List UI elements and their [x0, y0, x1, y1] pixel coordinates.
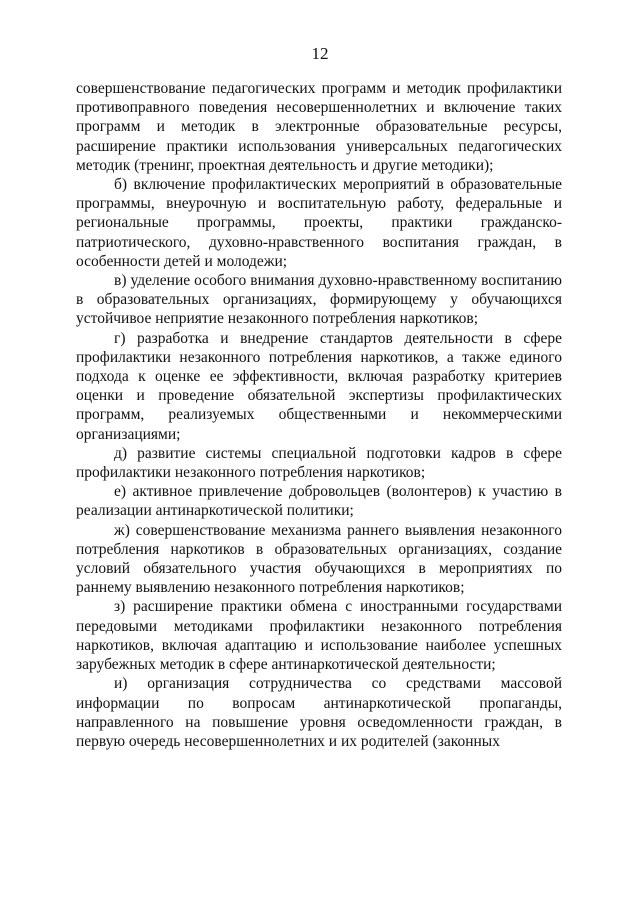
paragraph-item-zh: ж) совершенствование механизма раннего выявления незаконного потребления наркотиков в образовательных организациях, создание условий обязательного участия обучающихся в мероприятиях по раннему выявлению незаконного потребления наркотиков;: [76, 521, 562, 597]
paragraph-item-i: и) организация сотрудничества со средствами массовой информации по вопросам антинаркотической пропаганды, направленного на повышение уровня осведомленности граждан, в первую очередь несовершеннолетних и их родителей (законных: [76, 675, 562, 750]
page-number: 12: [311, 44, 329, 63]
paragraph-item-e: е) активное привлечение добровольцев (волонтеров) к участию в реализации антинаркотической политики;: [76, 483, 562, 520]
paragraph-item-g: г) разработка и внедрение стандартов деятельности в сфере профилактики незаконного потребления наркотиков, а также единого подхода к оценке ее эффективности, включая разработку критериев оценки и проведение обязательной экспертизы профилактических программ, реализуемых общественными и некоммерческими организациями;: [76, 329, 562, 443]
paragraph-item-b: б) включение профилактических мероприятий в образовательные программы, внеурочную и воспитательную работу, федеральные и региональные программы, проекты, практики гражданско-патриотического, духовно-нравственного воспитания граждан, в особенности детей и молодежи;: [76, 176, 562, 270]
paragraph-item-v: в) уделение особого внимания духовно-нравственному воспитанию в образовательных организациях, формирующему у обучающихся устойчивое неприятие незаконного потребления наркотиков;: [76, 272, 562, 328]
paragraph-continuation: совершенствование педагогических программ и методик профилактики противоправного поведения несовершеннолетних и включение таких программ и методик в электронные образовательные ресурсы, расширение практики использования универсальных педагогических методик (тренинг, проектная деятельность и другие методики);: [76, 80, 562, 174]
paragraph-item-d: д) развитие системы специальной подготовки кадров в сфере профилактики незаконного потребления наркотиков;: [76, 444, 562, 482]
paragraph-item-z: з) расширение практики обмена с иностранными государствами передовыми методиками профилактики незаконного потребления наркотиков, включая адаптацию и использование наиболее успешных зарубежных методик в сфере антинаркотической деятельности;: [76, 598, 562, 674]
document-body: [76, 79, 562, 751]
